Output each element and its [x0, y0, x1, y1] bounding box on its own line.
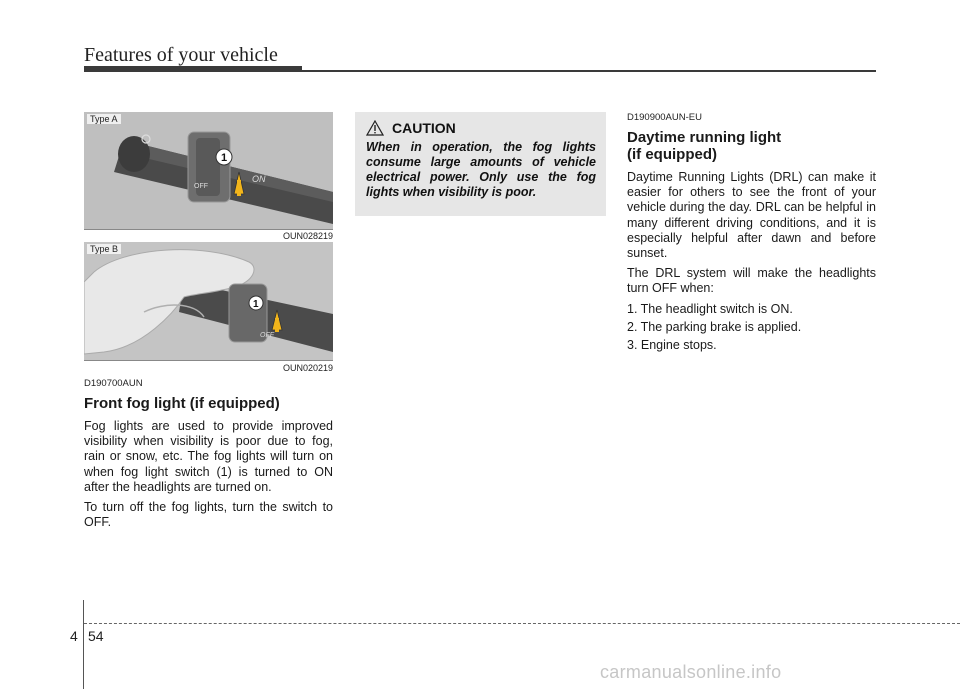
watermark: carmanualsonline.info: [600, 662, 782, 682]
fog-light-heading: Front fog light (if equipped): [84, 395, 280, 412]
figure-type-a-label: Type A: [87, 114, 121, 124]
drl-section: [627, 112, 876, 356]
chapter-number: 4: [70, 628, 78, 644]
fog-light-paragraph: Fog lights are used to provide improved visibility when visibility is poor due to fog, rain or snow, etc. The fog lights will turn on when fog light switch (1) is turned to ON after the headlights are turned on.: [84, 419, 333, 494]
footer-rule: [84, 623, 960, 625]
drl-list-item: 2. The parking brake is applied.: [627, 319, 802, 334]
fog-light-section: [84, 378, 333, 535]
warning-triangle-icon: [366, 120, 384, 136]
drl-list-item: 3. Engine stops.: [627, 338, 717, 353]
header-rule: [302, 70, 876, 72]
svg-text:ON: ON: [252, 174, 266, 184]
svg-text:1: 1: [253, 299, 259, 310]
fog-light-paragraph: To turn off the fog lights, turn the switch to OFF.: [84, 500, 333, 530]
footer-divider: [83, 600, 84, 689]
svg-text:OFF: OFF: [194, 183, 208, 190]
figure-type-b-divider: [84, 360, 333, 361]
svg-text:1: 1: [221, 152, 228, 164]
drl-code: D190900AUN-EU: [627, 112, 702, 123]
page-number: 54: [88, 628, 104, 644]
fog-light-code: D190700AUN: [84, 378, 143, 389]
figure-type-a-code: OUN028219: [282, 231, 333, 241]
caution-title: CAUTION: [392, 120, 456, 136]
figure-type-b: [84, 242, 333, 360]
figure-type-b-code: OUN020219: [282, 363, 333, 373]
figure-type-b-label: Type B: [87, 244, 121, 254]
drl-heading-line2: (if equipped): [627, 146, 717, 163]
figure-type-a: [84, 112, 333, 229]
caution-body: When in operation, the fog lights consume large amounts of vehicle electrical power. Only use the fog lights when visibility is poor.: [366, 140, 596, 199]
header-bar: [84, 66, 302, 72]
drl-paragraph: Daytime Running Lights (DRL) can make it easier for others to see the front of your vehicle during the day. DRL can be helpful in many different driving conditions, and it is especially helpful after dawn and before sunset.: [627, 170, 876, 261]
svg-text:OFF: OFF: [260, 332, 274, 339]
drl-list-item: 1. The headlight switch is ON.: [627, 301, 793, 316]
figure-type-a-divider: [84, 229, 333, 230]
page-header-title: Features of your vehicle: [84, 44, 278, 66]
drl-heading-line1: Daytime running light: [627, 129, 782, 146]
drl-heading: [627, 129, 876, 163]
caution-box: [355, 112, 606, 216]
drl-paragraph: The DRL system will make the headlights turn OFF when:: [627, 266, 876, 296]
